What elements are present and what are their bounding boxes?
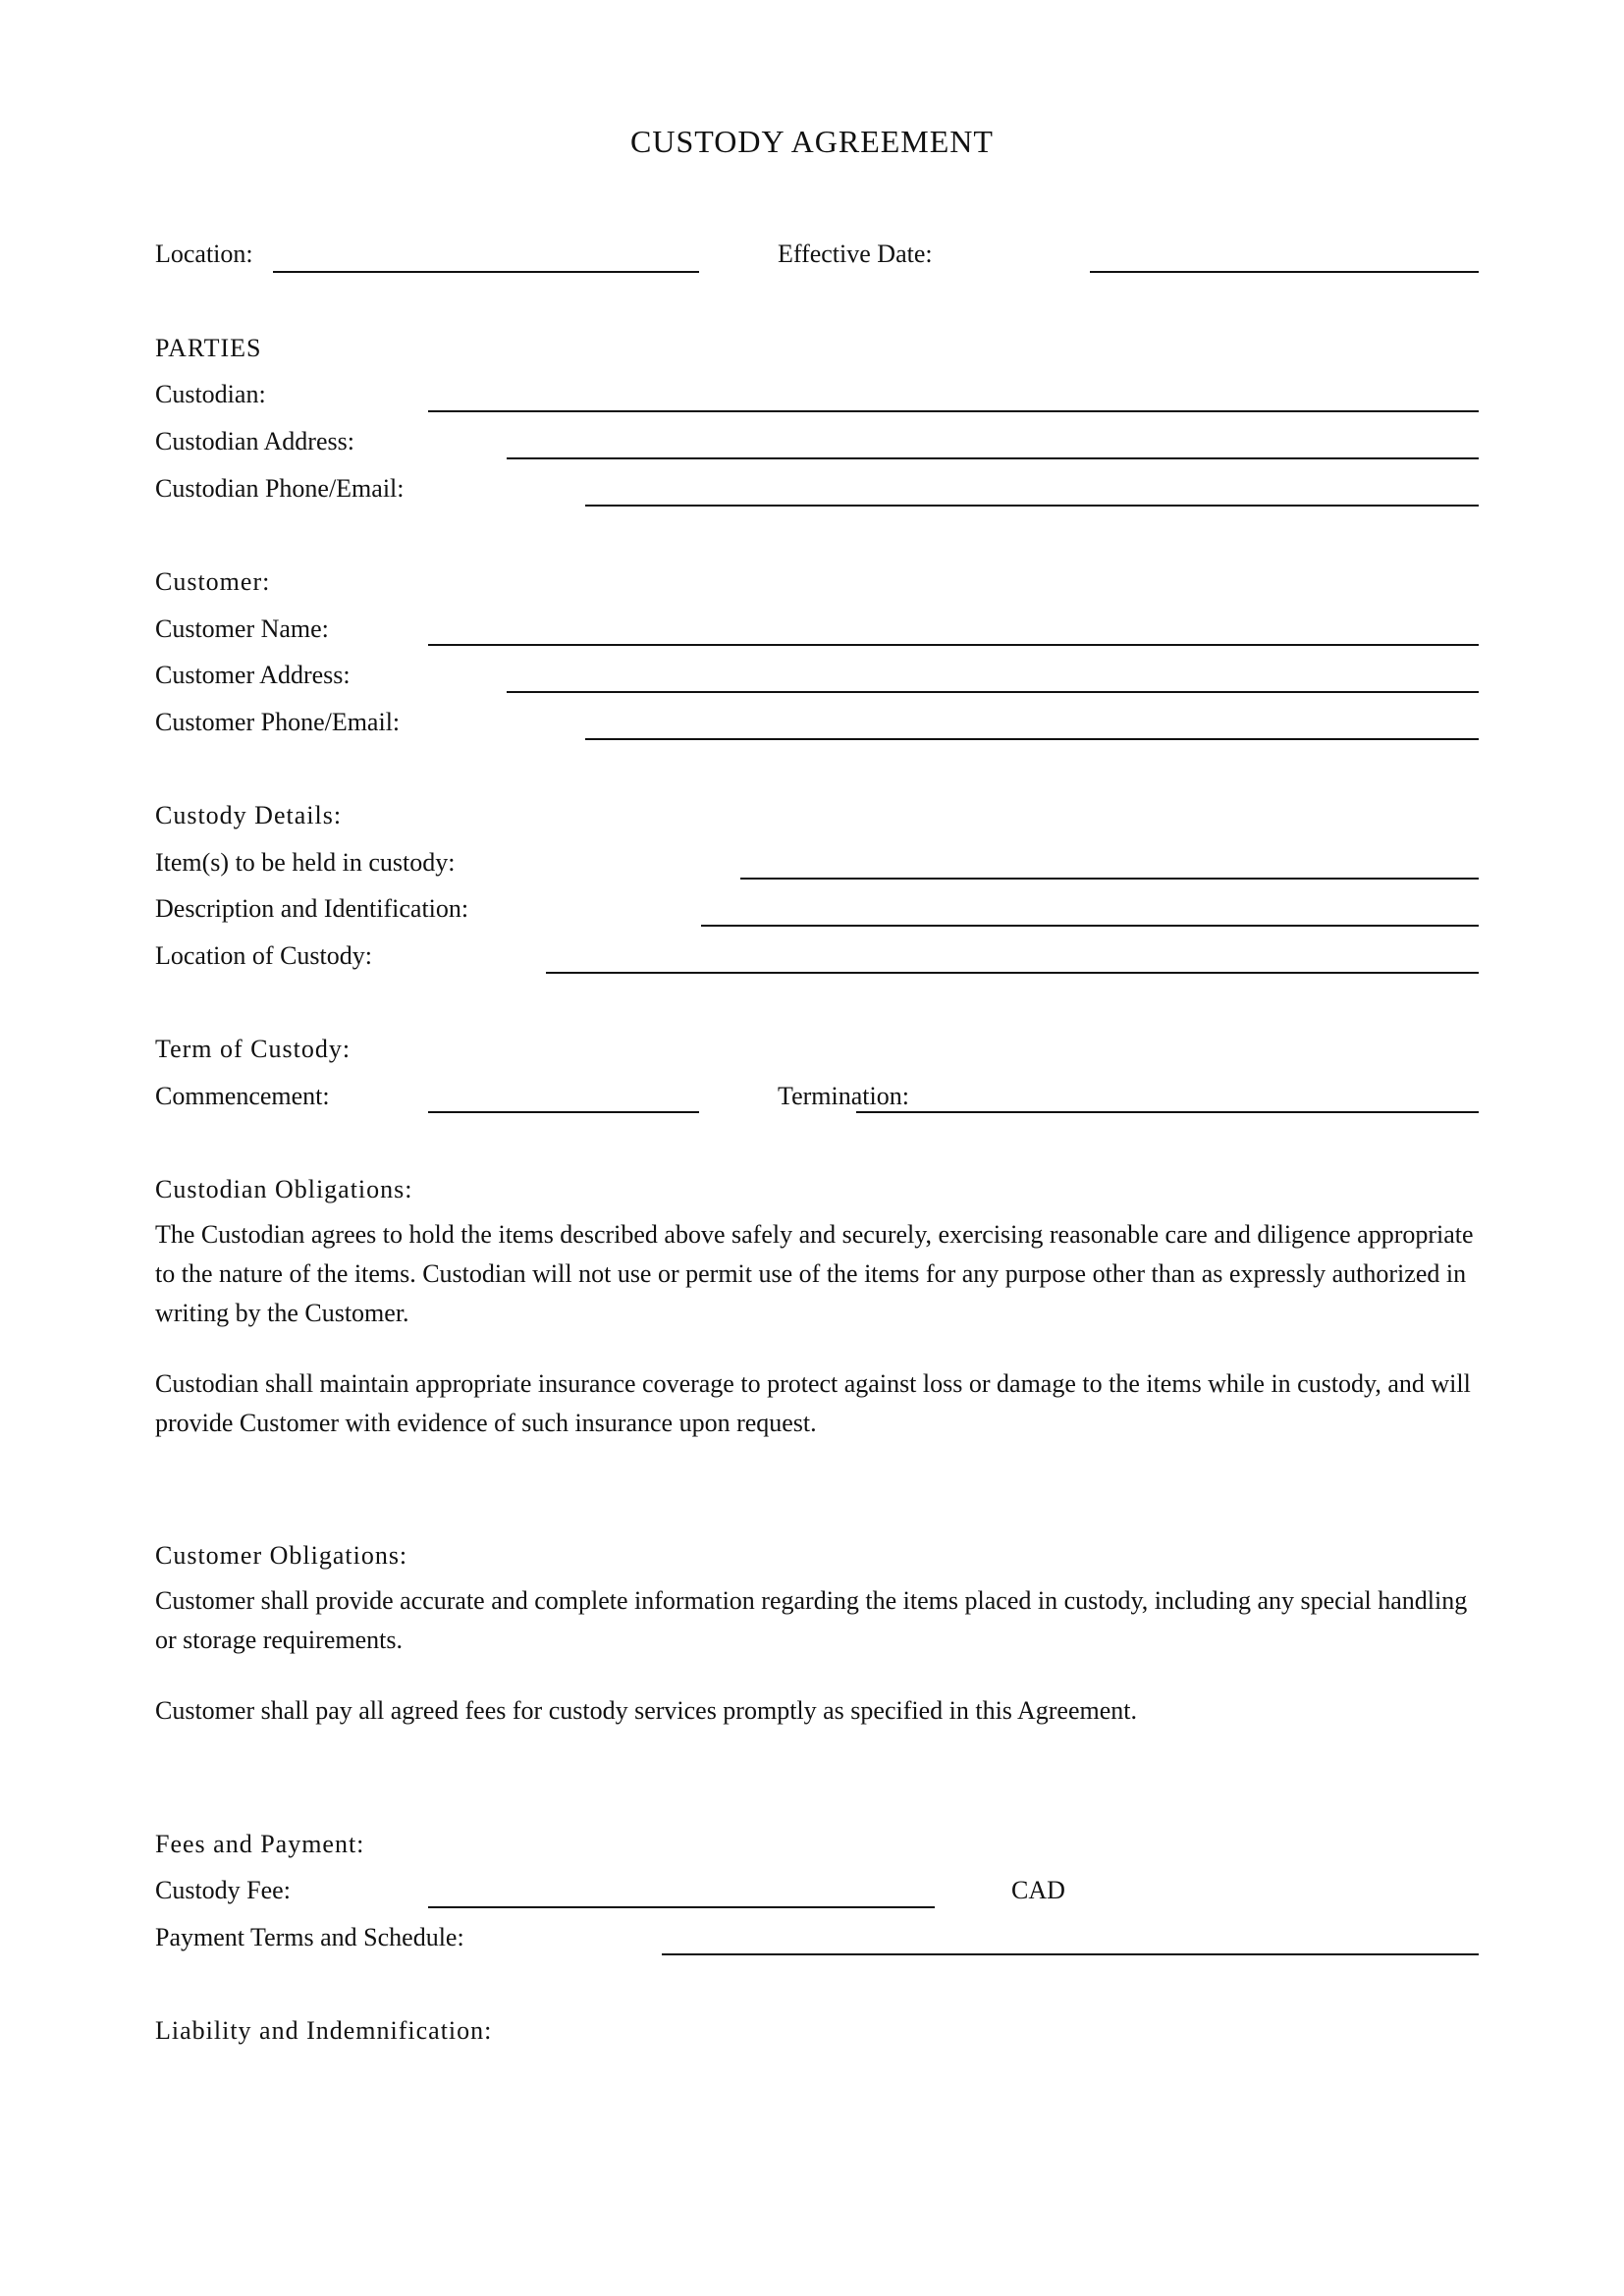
effective-date-field[interactable] xyxy=(1090,271,1479,273)
items-label: Item(s) to be held in custody: xyxy=(155,848,456,877)
termination-field[interactable] xyxy=(856,1111,1479,1113)
customer-obligations-heading: Customer Obligations: xyxy=(155,1541,408,1570)
description-label: Description and Identification: xyxy=(155,894,469,923)
custody-fee-label: Custody Fee: xyxy=(155,1876,291,1904)
parties-heading: PARTIES xyxy=(155,334,262,362)
custodian-contact-label: Custodian Phone/Email: xyxy=(155,474,405,503)
liability-heading: Liability and Indemnification: xyxy=(155,2016,493,2045)
custody-details-heading: Custody Details: xyxy=(155,801,343,829)
customer-contact-field[interactable] xyxy=(585,738,1479,740)
termination-label: Termination: xyxy=(778,1082,909,1110)
payment-terms-label: Payment Terms and Schedule: xyxy=(155,1923,464,1951)
document-title: CUSTODY AGREEMENT xyxy=(630,124,994,159)
custody-location-field[interactable] xyxy=(546,972,1479,974)
custodian-obligations-paragraph-2: Custodian shall maintain appropriate insurance coverage to protect against loss or damage to the items while in custody, and will provide Customer with evidence of such insurance upon request. xyxy=(155,1369,1471,1437)
description-field[interactable] xyxy=(701,925,1479,927)
commencement-label: Commencement: xyxy=(155,1082,330,1110)
custodian-obligations-paragraph-1: The Custodian agrees to hold the items described above safely and securely, exercising reasonable care and diligence appropriate to the nature of the items. Custodian will not use or permit use of the items for any purpose other than as expressly authorized in writing by the Customer. xyxy=(155,1220,1474,1327)
payment-terms-field[interactable] xyxy=(662,1953,1479,1955)
custody-fee-field[interactable] xyxy=(428,1906,935,1908)
customer-heading: Customer: xyxy=(155,567,271,596)
commencement-field[interactable] xyxy=(428,1111,699,1113)
custodian-address-label: Custodian Address: xyxy=(155,427,354,455)
customer-obligations-paragraph-1: Customer shall provide accurate and complete information regarding the items placed in custody, including any special handling or storage requirements. xyxy=(155,1586,1468,1654)
custodian-field[interactable] xyxy=(428,410,1479,412)
location-field[interactable] xyxy=(273,271,699,273)
items-field[interactable] xyxy=(740,878,1479,880)
fees-heading: Fees and Payment: xyxy=(155,1830,365,1858)
effective-date-label: Effective Date: xyxy=(778,240,933,268)
customer-contact-label: Customer Phone/Email: xyxy=(155,708,401,736)
location-label: Location: xyxy=(155,240,253,268)
custody-location-label: Location of Custody: xyxy=(155,941,372,970)
customer-name-field[interactable] xyxy=(428,644,1479,646)
custodian-address-field[interactable] xyxy=(507,457,1479,459)
currency-label: CAD xyxy=(1011,1876,1065,1904)
customer-address-label: Customer Address: xyxy=(155,661,351,689)
customer-obligations-paragraph-2: Customer shall pay all agreed fees for custody services promptly as specified in this Agreement. xyxy=(155,1696,1137,1725)
custodian-contact-field[interactable] xyxy=(585,505,1479,507)
customer-address-field[interactable] xyxy=(507,691,1479,693)
custodian-label: Custodian: xyxy=(155,380,266,408)
custodian-obligations-heading: Custodian Obligations: xyxy=(155,1175,413,1203)
customer-name-label: Customer Name: xyxy=(155,614,329,643)
term-heading: Term of Custody: xyxy=(155,1035,352,1063)
